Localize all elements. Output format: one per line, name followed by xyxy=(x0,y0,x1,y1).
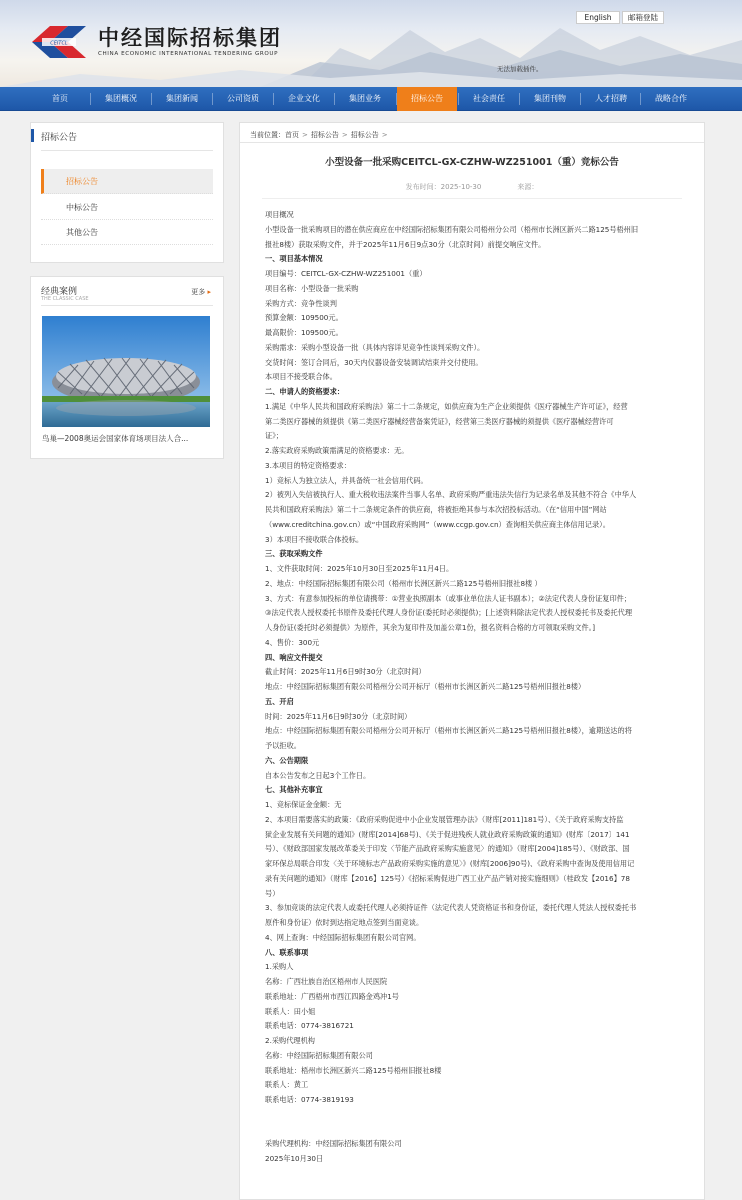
logo-chinese-name: 中经国际招标集团 xyxy=(98,26,282,50)
article-line: 交货时间：签订合同后，30天内仪器设备安装调试结束并交付使用。 xyxy=(265,357,483,367)
article-line: 号）、《财政部国家发展改革委关于印发〈节能产品政府采购实施意见〉的通知》（财库[2004]185号）、《财政部、国 xyxy=(265,844,630,854)
nav-divider xyxy=(458,93,459,105)
article-line: 2.采购代理机构 xyxy=(265,1036,315,1045)
article-line: 时间：2025年11月6日9时30分（北京时间） xyxy=(265,711,412,721)
article-line: 报社8楼）获取采购文件，并于2025年11月6日9点30分（北京时间）前提交响应文件。 xyxy=(265,239,546,249)
article-line: 2、本项目需要落实的政策：《政府采购促进中小企业发展管理办法》（财库[2011]181号）、《关于政府采购支持监 xyxy=(265,814,624,824)
article-body xyxy=(265,208,683,1167)
divider xyxy=(41,150,213,151)
article-line: 号） xyxy=(265,888,280,898)
article-line: 联系地址：梧州市长洲区新兴二路125号梧州旧报社8楼 xyxy=(265,1065,442,1075)
nav-item-bid-notices[interactable]: 招标公告 xyxy=(397,87,457,111)
article-line: 联系人：田小姐 xyxy=(265,1006,316,1016)
divider xyxy=(240,142,704,143)
cases-more-link[interactable] xyxy=(191,287,211,297)
nav-divider xyxy=(273,93,274,105)
divider xyxy=(262,198,682,199)
cases-title: 经典案例 xyxy=(41,287,78,297)
article-line xyxy=(265,1123,683,1138)
article-line: 联系电话：0774-3819193 xyxy=(265,1095,354,1104)
nav-item-group-overview[interactable]: 集团概况 xyxy=(105,94,137,103)
article-line: （www.creditchina.gov.cn）或“中国政府采购网”（www.ccgp.gov.cn）查询相关供应商主体信用记录）。 xyxy=(265,519,610,529)
article-line: 最高限价：109500元。 xyxy=(265,328,343,337)
logo-english-name: CHINA ECONOMIC INTERNATIONAL TENDERING GROUP xyxy=(98,51,279,57)
breadcrumb-notices[interactable]: 招标公告 xyxy=(310,131,339,139)
article-line: 采购代理机构：中经国际招标集团有限公司 xyxy=(265,1139,402,1149)
article-line: 4、网上查询：中经国际招标集团有限公司官网。 xyxy=(265,932,421,942)
article-line: 项目概况 xyxy=(265,210,294,219)
nav-divider xyxy=(334,93,335,105)
sidebar-title-accent xyxy=(31,129,34,142)
section-heading: 一、项目基本情况 xyxy=(265,254,323,264)
breadcrumb-separator-icon: > xyxy=(341,131,348,139)
breadcrumb-prefix: 当前位置： xyxy=(250,131,285,139)
sidebar-title: 招标公告 xyxy=(41,133,78,143)
article-line: 名称：广西壮族自治区梧州市人民医院 xyxy=(265,977,388,986)
nav-divider xyxy=(90,93,91,105)
nav-divider xyxy=(580,93,581,105)
article-line: 预算金额：109500元。 xyxy=(265,313,343,323)
article-line: 项目编号：CEITCL-GX-CZHW-WZ251001（重） xyxy=(265,269,427,278)
nav-divider xyxy=(212,93,213,105)
article-line: 联系人：黄工 xyxy=(265,1080,309,1090)
article-line: 地点：中经国际招标集团有限公司梧州分公司开标厅（梧州市长洲区新兴二路125号梧州旧报社8楼） xyxy=(265,682,586,691)
divider xyxy=(41,305,213,306)
breadcrumb-separator-icon: > xyxy=(302,131,308,139)
site-header xyxy=(0,0,742,87)
article-meta xyxy=(240,182,704,192)
nav-item-social-responsibility[interactable]: 社会责任 xyxy=(473,94,505,103)
article-line: 项目名称：小型设备一批采购 xyxy=(265,283,359,293)
article-line: 录有关问题的通知》（财库【2016】125号）《招标采购促进广西工业产品产销对接实施细则》（桂政发【2016】78 xyxy=(265,873,630,883)
sidebar-item-award-notice[interactable]: 中标公告 xyxy=(41,195,213,220)
article-line: 联系地址：广西梧州市西江四路金鸡冲1号 xyxy=(265,991,399,1001)
case-caption[interactable]: 鸟巢—2008奥运会国家体育场项目法人合... xyxy=(42,434,189,443)
sidebar-notices xyxy=(30,122,224,263)
article-line: ③法定代表人授权委托书原件及委托代理人身份证(委托时必须提供)；[上述资料除法定代表人授权委托书及委托代理 xyxy=(265,608,633,618)
nav-item-publications[interactable]: 集团刊物 xyxy=(534,94,566,103)
cases-more-label: 更多 xyxy=(191,288,206,296)
article-line: 狱企业发展有关问题的通知》(财库[2014]68号)、《关于促进残疾人就业政府采购政策的通知》(财库〔2017〕141 xyxy=(265,829,630,839)
plugin-missing-note: 无法加载插件。 xyxy=(497,65,543,73)
nav-item-home[interactable]: 首页 xyxy=(52,94,68,103)
article-line: 2）被列入失信被执行人、重大税收违法案件当事人名单、政府采购严重违法失信行为记录名单及其他不符合《中华人 xyxy=(265,490,637,500)
article-line: 联系电话：0774-3816721 xyxy=(265,1021,354,1031)
article-line xyxy=(265,1108,683,1123)
article-line: 1、竞标保证金金额：无 xyxy=(265,800,342,809)
nav-item-corporate-culture[interactable]: 企业文化 xyxy=(288,94,320,103)
english-link[interactable]: English xyxy=(576,11,620,24)
article-line: 2025年10月30日 xyxy=(265,1154,324,1163)
article-title: 小型设备一批采购CEITCL-GX-CZHW-WZ251001（重）竞标公告 xyxy=(325,157,619,168)
breadcrumb-home[interactable]: 首页 xyxy=(285,131,299,139)
article-line: 原件和身份证）依时到达指定地点签到当面竞谈。 xyxy=(265,918,424,927)
ceitcl-logo-icon xyxy=(28,22,90,62)
article-line: 予以拒收。 xyxy=(265,741,301,750)
article-line: 证》； xyxy=(265,431,283,441)
publish-time: 发布时间：2025-10-30 xyxy=(405,183,482,191)
article-line: 截止时间：2025年11月6日9时30分（北京时间） xyxy=(265,667,426,677)
section-heading: 七、其他补充事宜 xyxy=(265,785,323,795)
article-line: 小型设备一批采购项目的潜在供应商应在中经国际招标集团有限公司梧州分公司（梧州市长洲区新兴二路125号梧州旧 xyxy=(265,224,639,234)
article-line: 3.本项目的特定资格要求： xyxy=(265,460,351,470)
article-line: 采购需求：采购小型设备一批（具体内容详见竞争性谈判采购文件）。 xyxy=(265,342,485,352)
article-line: 自本公告发布之日起3个工作日。 xyxy=(265,770,371,780)
section-heading: 四、响应文件提交 xyxy=(265,652,323,662)
sidebar-classic-cases xyxy=(30,276,224,459)
article-line: 采购方式：竞争性谈判 xyxy=(265,298,337,308)
arrow-right-icon: ▸ xyxy=(207,288,211,296)
article-line: 4、售价：300元 xyxy=(265,637,320,647)
article-line: 3、方式：有意参加投标的单位请携带：①营业执照副本（或事业单位法人证书副本）；②法定代表人身份证复印件； xyxy=(265,593,632,603)
article-line: 1）竞标人为独立法人，并具备统一社会信用代码。 xyxy=(265,475,428,485)
nav-divider xyxy=(151,93,152,105)
nav-item-careers[interactable]: 人才招聘 xyxy=(595,94,627,103)
article-line: 2、地点：中经国际招标集团有限公司（梧州市长洲区新兴二路125号梧州旧报社8楼 ） xyxy=(265,578,542,588)
article-line: 名称：中经国际招标集团有限公司 xyxy=(265,1050,373,1060)
nav-item-qualifications[interactable]: 公司资质 xyxy=(227,94,259,103)
section-heading: 五、开启 xyxy=(265,696,294,706)
article-line: 第二类医疗器械的须提供《第二类医疗器械经营备案凭证》，经营第三类医疗器械的须提供《医疗器械经营许可 xyxy=(265,416,614,426)
main-content xyxy=(239,122,705,1200)
nav-divider xyxy=(396,93,397,105)
article-line: 3、参加竞谈的法定代表人或委托代理人必须持证件（法定代表人凭资格证书和身份证，委托代理人凭法人授权委托书 xyxy=(265,903,637,913)
breadcrumb-separator-icon: > xyxy=(381,131,388,139)
article-line: 1、文件获取时间：2025年10月30日至2025年11月4日。 xyxy=(265,564,454,573)
sidebar-item-bid-notice[interactable]: 招标公告 xyxy=(41,169,213,194)
article-line: 家环保总局联合印发〈关于环境标志产品政府采购实施的意见〉》(财库[2006]90号)、《政府采购中查询及使用信用记 xyxy=(265,859,635,868)
article-line: 2.落实政府采购政策需满足的资格要求：无。 xyxy=(265,446,409,455)
section-heading: 八、联系事项 xyxy=(265,947,309,957)
article-line: 3）本项目不接收联合体投标。 xyxy=(265,534,364,544)
breadcrumb-current[interactable]: 招标公告 xyxy=(350,131,379,139)
article-line: 地点：中经国际招标集团有限公司梧州分公司开标厅（梧州市长洲区新兴二路125号梧州旧报社8楼），逾期送达的将 xyxy=(265,726,632,736)
nav-divider xyxy=(519,93,520,105)
cases-subtitle: THE CLASSIC CASE xyxy=(41,296,89,302)
article-line: 人身份证(委托时必须提供）为原件，其余为复印件及加盖公章1份，报名资料合格的方可领取采购文件。] xyxy=(265,623,596,632)
article-source: 来源： xyxy=(517,183,539,191)
nav-item-group-news[interactable]: 集团新闻 xyxy=(166,94,198,103)
nav-divider xyxy=(640,93,641,105)
logo-badge-text: CEITCL xyxy=(50,40,68,47)
nav-item-strategic-cooperation[interactable]: 战略合作 xyxy=(655,94,687,103)
mail-login-link[interactable]: 邮箱登陆 xyxy=(622,11,664,24)
article-line: 1.满足《中华人民共和国政府采购法》第二十二条规定，如供应商为生产企业须提供《医疗器械生产许可证》，经营 xyxy=(265,401,628,411)
sidebar-item-other-notice[interactable]: 其他公告 xyxy=(41,220,213,245)
birds-nest-stadium-image[interactable] xyxy=(42,316,210,427)
main-nav xyxy=(0,87,742,111)
company-logo[interactable] xyxy=(28,20,298,64)
breadcrumb xyxy=(250,130,391,140)
nav-item-group-business[interactable]: 集团业务 xyxy=(349,94,381,103)
section-heading: 二、申请人的资格要求： xyxy=(265,387,345,396)
section-heading: 六、公告期限 xyxy=(265,755,309,765)
article-line: 民共和国政府采购法》第二十二条规定条件的供应商，将被拒绝其参与本次招投标活动。（在“信用中国”网站 xyxy=(265,505,607,514)
section-heading: 三、获取采购文件 xyxy=(265,549,323,559)
article-line: 1.采购人 xyxy=(265,962,294,972)
article-line: 本项目不接受联合体。 xyxy=(265,372,337,382)
